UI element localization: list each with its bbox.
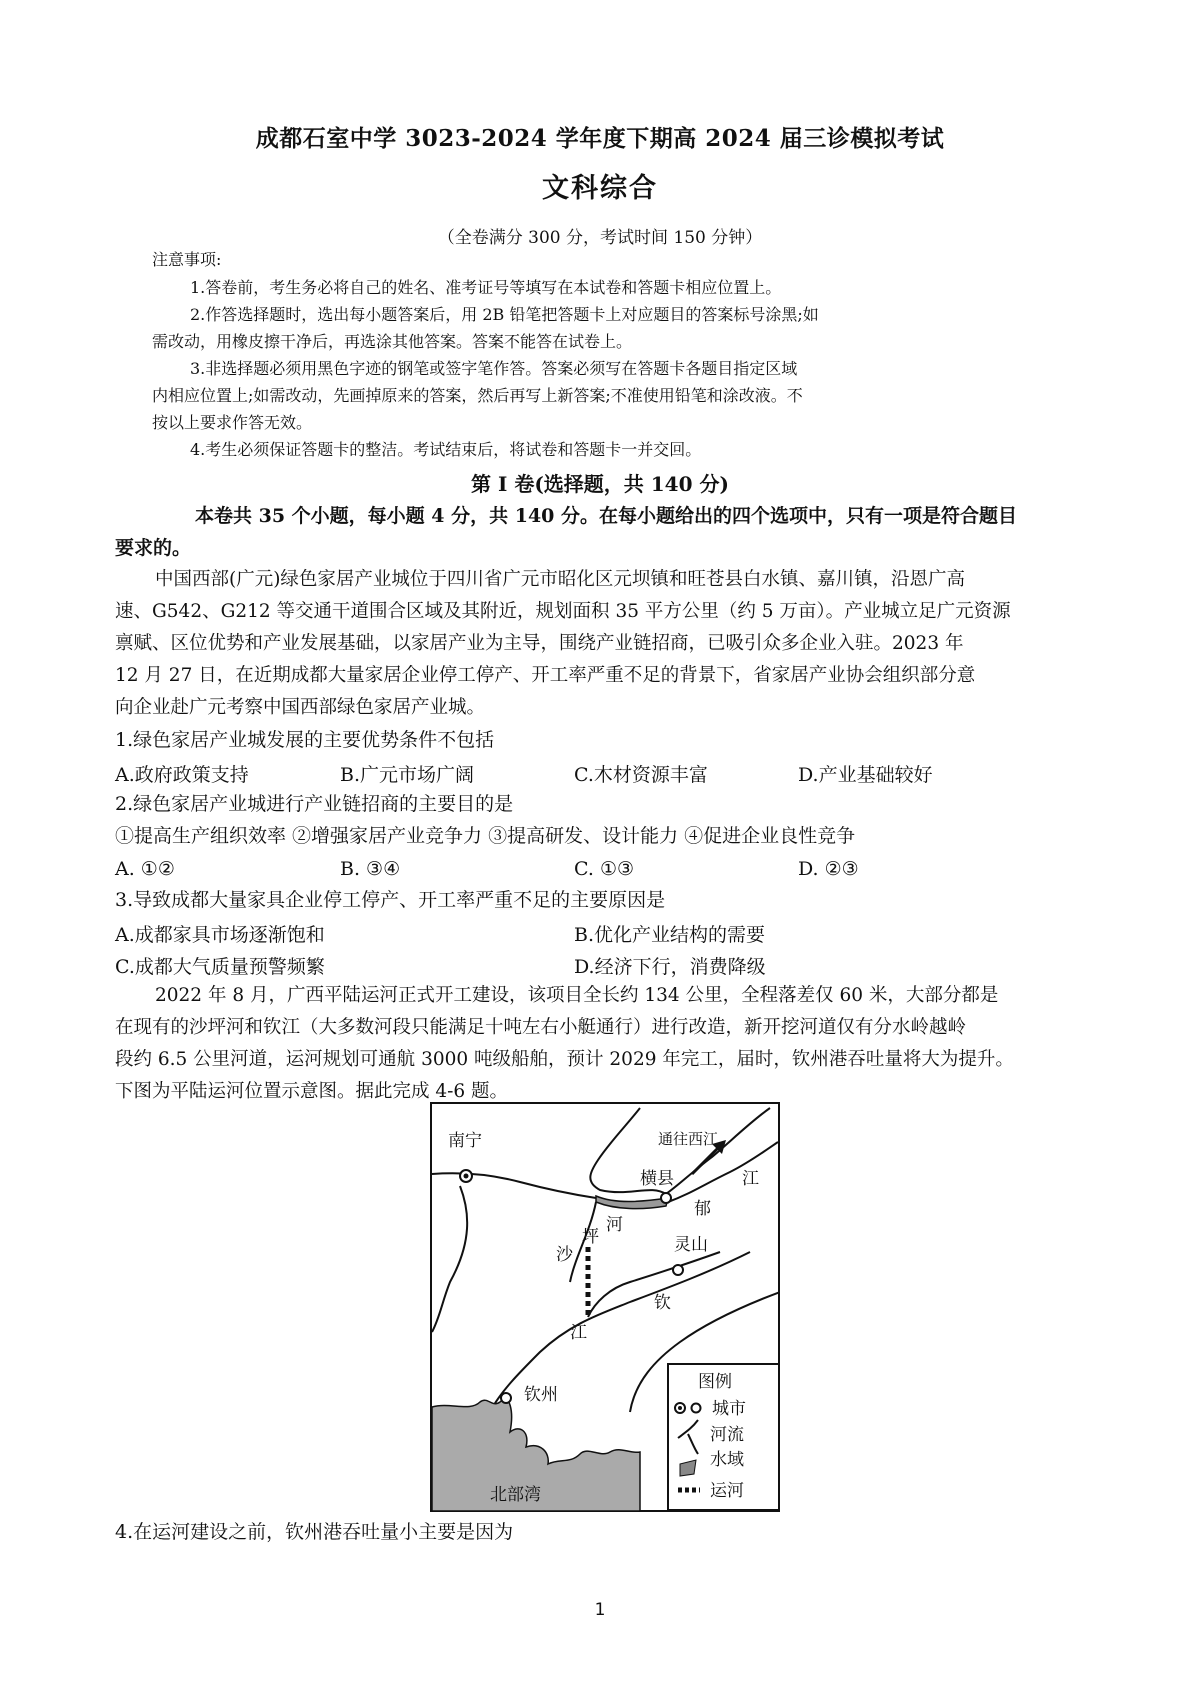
- notice-line: 1.答卷前，考生务必将自己的姓名、准考证号等填写在本试卷和答题卡相应位置上。: [190, 278, 782, 297]
- city-lingshan-marker-icon: [673, 1265, 683, 1275]
- question-1-option-b: B.广元市场广阔: [340, 764, 475, 786]
- exam-title: 成都石室中学 3023-2024 学年度下期高 2024 届三诊模拟考试: [255, 125, 945, 152]
- label-jiang-mid: 江: [570, 1323, 587, 1343]
- label-lingshan: 灵山: [674, 1235, 708, 1255]
- label-he: 河: [606, 1215, 623, 1235]
- label-beibuwan: 北部湾: [490, 1485, 541, 1505]
- section-title: 第 I 卷(选择题，共 140 分): [471, 472, 729, 496]
- notice-line: 3.非选择题必须用黑色字迹的钢笔或签字笔作答。答案必须写在答题卡各题目指定区域: [190, 359, 798, 378]
- legend-city-capital-dot-icon: [678, 1406, 682, 1410]
- label-sha: 沙: [556, 1245, 573, 1265]
- city-hengxian-marker-icon: [661, 1193, 671, 1203]
- question-2-stem: 2.绿色家居产业城进行产业链招商的主要目的是: [115, 793, 514, 815]
- passage-line: 速、G542、G212 等交通干道围合区域及其附近，规划面积 35 平方公里（约 5 万亩）。产业城立足广元资源: [115, 601, 1011, 622]
- question-3-stem: 3.导致成都大量家具企业停工停产、开工率严重不足的主要原因是: [115, 889, 666, 911]
- passage-line: 中国西部(广元)绿色家居产业城位于四川省广元市昭化区元坝镇和旺苍县白水镇、嘉川镇，沿恩广高: [155, 569, 965, 590]
- label-qinzhou: 钦州: [524, 1385, 558, 1405]
- label-yu: 郁: [694, 1199, 711, 1219]
- question-4-stem: 4.在运河建设之前，钦州港吞吐量小主要是因为: [115, 1521, 514, 1543]
- label-to-xijiang: 通往西江: [658, 1130, 719, 1148]
- subject-title: 文科综合: [542, 173, 658, 204]
- passage-line: 禀赋、区位优势和产业发展基础，以家居产业为主导，围绕产业链招商，已吸引众多企业入驻。2023 年: [115, 633, 964, 654]
- label-hengxian: 横县: [640, 1169, 674, 1189]
- question-3-option-a: A.成都家具市场逐渐饱和: [115, 924, 325, 946]
- notice-heading: 注意事项:: [152, 250, 222, 269]
- passage-line: 段约 6.5 公里河道，运河规划可通航 3000 吨级船舶，预计 2029 年完工，届时，钦州港吞吐量将大为提升。: [115, 1049, 1014, 1070]
- legend-water: 水域: [710, 1450, 744, 1470]
- passage-line: 12 月 27 日，在近期成都大量家居企业停工停产、开工率严重不足的背景下，省家居产业协会组织部分意: [115, 665, 976, 686]
- question-3-option-b: B.优化产业结构的需要: [574, 924, 766, 946]
- question-2-option-d: D. ②③: [798, 858, 859, 880]
- label-jiang-top: 江: [742, 1169, 759, 1189]
- notice-line: 2.作答选择题时，选出每小题答案后，用 2B 铅笔把答题卡上对应题目的答案标号涂黑;如: [190, 305, 819, 324]
- legend-city: 城市: [712, 1399, 746, 1419]
- notice-line: 内相应位置上;如需改动，先画掉原来的答案，然后再写上新答案;不准使用铅笔和涂改液。不: [152, 386, 803, 405]
- passage-line: 2022 年 8 月，广西平陆运河正式开工建设，该项目全长约 134 公里，全程落差仅 60 米，大部分都是: [155, 985, 999, 1006]
- legend-canal: 运河: [710, 1481, 744, 1501]
- city-nanning-dot-icon: [464, 1174, 469, 1179]
- section-instruction: 本卷共 35 个小题，每小题 4 分，共 140 分。在每小题给出的四个选项中，只有一项是符合题目: [195, 505, 1018, 527]
- question-1-option-c: C.木材资源丰富: [574, 764, 708, 786]
- legend-river: 河流: [710, 1425, 744, 1445]
- legend-title: 图例: [698, 1372, 732, 1392]
- question-2-option-a: A. ①②: [115, 858, 175, 880]
- label-qin: 钦: [654, 1293, 671, 1313]
- legend-city-icon: [692, 1404, 701, 1413]
- question-1-stem: 1.绿色家居产业城发展的主要优势条件不包括: [115, 729, 495, 751]
- label-nanning: 南宁: [448, 1131, 482, 1151]
- city-qinzhou-marker-icon: [501, 1393, 511, 1403]
- question-2-option-c: C. ①③: [574, 858, 635, 880]
- passage-line: 在现有的沙坪河和钦江（大多数河段只能满足十吨左右小艇通行）进行改造，新开挖河道仅有分水岭越岭: [115, 1017, 967, 1038]
- question-1-option-a: A.政府政策支持: [115, 764, 249, 786]
- page-number: 1: [594, 1600, 606, 1620]
- notice-line: 按以上要求作答无效。: [152, 413, 313, 432]
- passage-line: 下图为平陆运河位置示意图。据此完成 4-6 题。: [115, 1081, 509, 1102]
- section-instruction: 要求的。: [115, 537, 192, 559]
- pinglu-canal-map: [430, 1102, 780, 1512]
- question-1-option-d: D.产业基础较好: [798, 764, 933, 786]
- exam-info: （全卷满分 300 分，考试时间 150 分钟）: [437, 228, 763, 248]
- question-3-option-d: D.经济下行，消费降级: [574, 956, 766, 978]
- question-2-items: ①提高生产组织效率 ②增强家居产业竞争力 ③提高研发、设计能力 ④促进企业良性竞争: [115, 825, 856, 847]
- question-2-option-b: B. ③④: [340, 858, 401, 880]
- notice-line: 需改动，用橡皮擦干净后，再选涂其他答案。答案不能答在试卷上。: [152, 332, 633, 351]
- label-ping: 坪: [582, 1227, 599, 1247]
- passage-line: 向企业赴广元考察中国西部绿色家居产业城。: [115, 697, 486, 718]
- question-3-option-c: C.成都大气质量预警频繁: [115, 956, 325, 978]
- notice-line: 4.考生必须保证答题卡的整洁。考试结束后，将试卷和答题卡一并交回。: [190, 440, 702, 459]
